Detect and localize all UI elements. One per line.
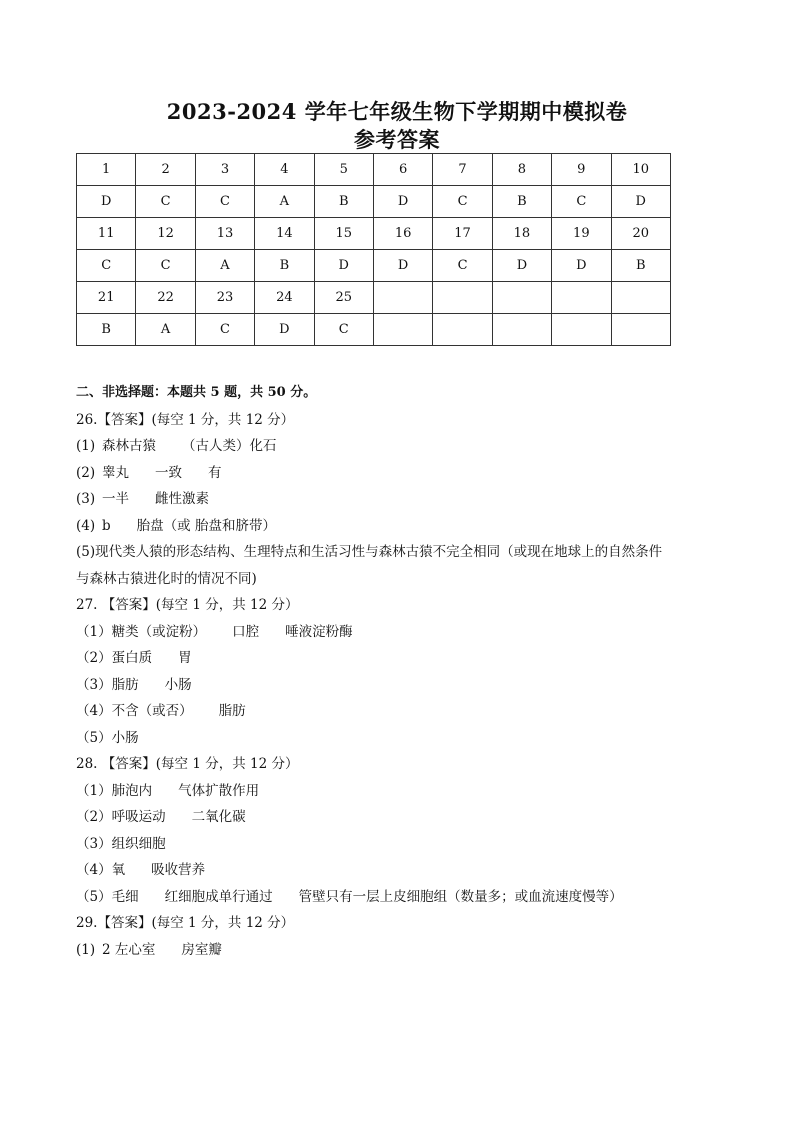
sub-question-label: （2）	[76, 809, 112, 825]
answer-cell: C	[433, 250, 492, 282]
answer-item: 一致	[155, 464, 182, 481]
sub-question-label: （4）	[76, 703, 112, 719]
answer-item: 一半	[102, 491, 129, 507]
sub-question-label: （1）	[76, 782, 112, 799]
answer-item: 组织细胞	[111, 835, 166, 852]
answer-item: （古人类）化石	[182, 438, 277, 454]
sub-question-label: (3)	[76, 491, 96, 507]
question-number-cell	[492, 282, 551, 314]
sub-question-label: （3）	[76, 835, 112, 852]
answer-cell	[433, 314, 492, 346]
question-number-cell: 23	[195, 282, 254, 314]
question-number-row	[77, 218, 671, 250]
answer-line	[76, 486, 716, 513]
answer-cell: A	[136, 314, 195, 346]
answer-line	[76, 804, 716, 831]
answer-cell: B	[492, 186, 551, 218]
answer-item: 胃	[178, 650, 192, 666]
answer-cell: D	[492, 250, 551, 282]
question-number-cell: 3	[195, 154, 254, 186]
sub-question-label: (1)	[76, 941, 96, 958]
sub-question-label: （2）	[76, 650, 112, 666]
answer-cell: C	[195, 186, 254, 218]
answer-cell: D	[373, 250, 432, 282]
answer-line	[76, 672, 716, 699]
question-number-cell: 16	[373, 218, 432, 250]
answer-item: 管壁只有一层上皮细胞组（数量多；或血流速度慢等）	[298, 888, 623, 905]
answer-cell	[552, 314, 611, 346]
answer-line	[76, 460, 716, 487]
answer-cell: B	[314, 186, 373, 218]
question-number-cell: 17	[433, 218, 492, 250]
answer-cell: C	[77, 250, 136, 282]
answer-cell: D	[77, 186, 136, 218]
sub-question-label: (4)	[76, 517, 96, 534]
question-number-row	[77, 282, 671, 314]
answer-item: 有	[208, 464, 222, 481]
question-number-cell: 7	[433, 154, 492, 186]
answer-item: 氧	[111, 862, 126, 878]
answer-text: (5)现代类人猿的形态结构、生理特点和生活习性与森林古猿不完全相同（或现在地球上的自然条件	[76, 544, 663, 560]
answer-cell: A	[195, 250, 254, 282]
question-number-cell: 21	[77, 282, 136, 314]
answer-cell: B	[77, 314, 136, 346]
answer-cell: C	[433, 186, 492, 218]
answer-cell: B	[611, 250, 670, 282]
answer-item: 雌性激素	[155, 491, 209, 507]
answer-item: 房室瓣	[181, 941, 222, 958]
question-number-cell	[373, 282, 432, 314]
answer-item: 小肠	[111, 729, 139, 746]
answer-item: b	[102, 517, 111, 534]
answer-item: 肺泡内	[111, 782, 153, 799]
answer-item: 二氧化碳	[191, 809, 246, 825]
answer-item: 红细胞成单行通过	[164, 888, 273, 905]
question-number-cell	[552, 282, 611, 314]
sub-question-label: （4）	[76, 862, 112, 878]
answer-line	[76, 778, 716, 805]
question-number-cell: 10	[611, 154, 670, 186]
answer-cell	[492, 314, 551, 346]
answer-item: 毛细	[111, 888, 139, 905]
answer-item: 不含（或否）	[111, 703, 193, 719]
sub-question-label: (2)	[76, 464, 96, 481]
question-number-row	[77, 154, 671, 186]
question-number-cell: 14	[255, 218, 314, 250]
question-number-cell: 1	[77, 154, 136, 186]
answer-cell: D	[611, 186, 670, 218]
answer-line	[76, 857, 716, 884]
question-number-cell: 25	[314, 282, 373, 314]
question-number-cell: 15	[314, 218, 373, 250]
answer-item: 森林古猿	[102, 438, 156, 454]
question-number-cell	[433, 282, 492, 314]
answer-cell: D	[255, 314, 314, 346]
answer-table	[76, 153, 671, 346]
answer-line	[76, 698, 716, 725]
answer-cell: C	[552, 186, 611, 218]
question-number-cell: 20	[611, 218, 670, 250]
answer-text: 与森林古猿进化时的情况不同)	[76, 570, 257, 587]
answer-line	[76, 513, 716, 540]
answer-item: 脂肪	[218, 703, 246, 719]
question-number-cell: 5	[314, 154, 373, 186]
answer-item: 气体扩散作用	[178, 782, 260, 799]
sub-question-label: （5）	[76, 729, 112, 746]
answer-cell: B	[255, 250, 314, 282]
sub-question-label: （1）	[76, 623, 112, 640]
question-number-cell: 8	[492, 154, 551, 186]
question-answer-heading: 28. 【答案】(每空 1 分，共 12 分）	[76, 756, 299, 772]
question-number-cell: 12	[136, 218, 195, 250]
question-number-cell: 24	[255, 282, 314, 314]
answer-item: 胎盘（或 胎盘和脐带）	[136, 517, 276, 534]
answer-line	[76, 433, 716, 460]
answer-row	[77, 186, 671, 218]
question-answer-heading: 29.【答案】(每空 1 分，共 12 分）	[76, 915, 295, 931]
answer-item: 口腔	[232, 623, 260, 640]
question-answer-heading: 26.【答案】(每空 1 分，共 12 分）	[76, 411, 295, 428]
answer-item: 呼吸运动	[111, 809, 166, 825]
answer-cell	[373, 314, 432, 346]
answer-content	[76, 380, 716, 963]
page-subtitle: 参考答案	[354, 127, 440, 152]
sub-question-label: （5）	[76, 888, 112, 905]
section-heading: 二、非选择题：本题共 5 题，共 50 分。	[76, 385, 317, 400]
answer-item: 睾丸	[102, 464, 129, 481]
answer-line	[76, 619, 716, 646]
sub-question-label: (1)	[76, 438, 96, 454]
answer-cell: C	[314, 314, 373, 346]
question-number-cell: 11	[77, 218, 136, 250]
answer-item: 糖类（或淀粉）	[111, 623, 207, 640]
answer-line	[76, 937, 716, 964]
answer-row	[77, 250, 671, 282]
question-number-cell: 18	[492, 218, 551, 250]
answer-item: 脂肪	[111, 676, 139, 693]
answer-cell: A	[255, 186, 314, 218]
answer-cell	[611, 314, 670, 346]
answer-cell: D	[552, 250, 611, 282]
question-number-cell: 9	[552, 154, 611, 186]
question-number-cell: 13	[195, 218, 254, 250]
answer-item: 吸收营养	[151, 862, 206, 878]
answer-cell: C	[136, 250, 195, 282]
answer-line	[76, 884, 716, 911]
answer-line	[76, 725, 716, 752]
question-number-cell: 4	[255, 154, 314, 186]
answer-item: 蛋白质	[111, 650, 153, 666]
question-number-cell: 6	[373, 154, 432, 186]
answer-item: 唾液淀粉酶	[285, 623, 353, 640]
answer-cell: C	[195, 314, 254, 346]
question-number-cell	[611, 282, 670, 314]
answer-row	[77, 314, 671, 346]
answer-cell: D	[373, 186, 432, 218]
answer-line	[76, 645, 716, 672]
answer-item: 小肠	[164, 676, 192, 693]
answer-cell: C	[136, 186, 195, 218]
question-number-cell: 19	[552, 218, 611, 250]
question-number-cell: 2	[136, 154, 195, 186]
question-answer-heading: 27. 【答案】(每空 1 分，共 12 分）	[76, 597, 299, 613]
answer-cell: D	[314, 250, 373, 282]
question-number-cell: 22	[136, 282, 195, 314]
sub-question-label: （3）	[76, 676, 112, 693]
page-title: 2023-2024 学年七年级生物下学期期中模拟卷	[166, 99, 628, 124]
answer-item: 2 左心室	[102, 941, 156, 958]
answer-line	[76, 831, 716, 858]
